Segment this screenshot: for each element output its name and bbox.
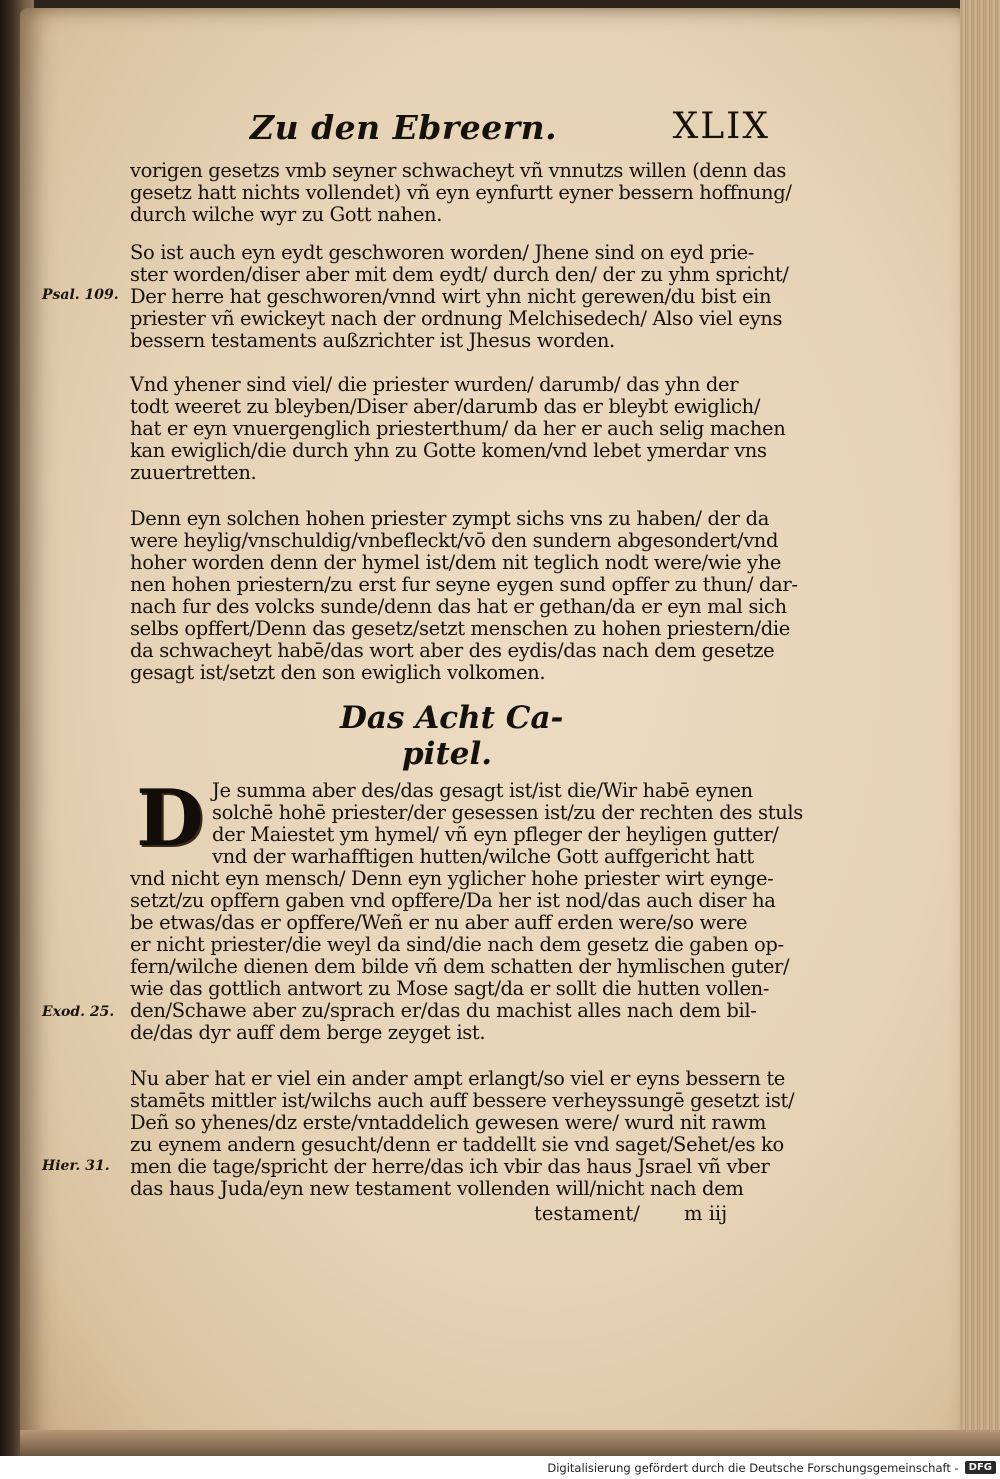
paragraph-1 <box>130 159 792 226</box>
text-line: Vnd yhener sind viel/ die priester wurden/ darumb/ das yhn der <box>130 373 739 396</box>
page-header <box>250 108 770 158</box>
marginal-note-exod: Exod. 25. <box>42 1004 115 1020</box>
text-line: das haus Juda/eyn new testament vollenden will/nicht nach dem <box>130 1177 744 1200</box>
text-line: er nicht priester/die weyl da sind/die nach dem gesetz die gaben op- <box>130 933 784 956</box>
text-line: zuuertretten. <box>130 461 257 484</box>
text-line: gesetz hatt nichts vollendet) vñ eyn eynfurtt eyner bessern hoffnung/ <box>130 181 792 204</box>
text-line: todt weeret zu bleyben/Diser aber/darumb das er bleybt ewiglich/ <box>130 395 761 418</box>
signature-mark: m iij <box>684 1202 728 1225</box>
chapter-title-line-2: pitel. <box>402 736 493 772</box>
catchword: testament/ <box>534 1202 640 1225</box>
text-line: bessern testaments außzrichter ist Jhesus worden. <box>130 329 615 352</box>
folio-number: XLIX <box>672 106 770 147</box>
text-line: Je summa aber des/das gesagt ist/ist die/Wir habē eynen <box>212 779 753 802</box>
text-line: da schwacheyt habē/das wort aber des eydis/das nach dem gesetze <box>130 639 775 662</box>
text-line: were heylig/vnschuldig/vnbefleckt/vō den sundern abgesondert/vnd <box>130 529 779 552</box>
text-line: den/Schawe aber zu/sprach er/das du machist alles nach dem bil- <box>130 999 757 1022</box>
final-paragraph <box>130 1067 795 1200</box>
text-line: hoher worden denn der hymel ist/dem nit teglich nodt were/wie yhe <box>130 551 782 574</box>
marginal-note-hier: Hier. 31. <box>42 1158 110 1174</box>
text-line: kan ewiglich/die durch yhn zu Gotte komen/vnd lebet ymerdar vns <box>130 439 767 462</box>
text-line: zu eynem andern gesucht/denn er taddellt sie vnd saget/Sehet/es ko <box>130 1133 784 1156</box>
chapter-body <box>130 867 790 1044</box>
text-line: solchē hohē priester/der gesessen ist/zu der rechten des stuls <box>212 801 803 824</box>
text-line: fern/wilche dienen dem bilde vñ dem schatten der hymlischen guter/ <box>130 955 790 978</box>
text-line: durch wilche wyr zu Gott nahen. <box>130 203 443 226</box>
paragraph-4 <box>130 507 798 684</box>
footer-credit: Digitalisierung gefördert durch die Deutsche Forschungsgemeinschaft - <box>547 1460 959 1475</box>
chapter-opening-indented <box>212 779 803 868</box>
text-line: priester vñ ewickeyt nach der ordnung Melchisedech/ Also viel eyns <box>130 307 783 330</box>
marginal-note-psal: Psal. 109. <box>42 287 119 303</box>
digitization-footer <box>0 1456 1000 1479</box>
text-line: gesagt ist/setzt den son ewiglich volkomen. <box>130 661 546 684</box>
text-line: Nu aber hat er viel ein ander ampt erlangt/so viel er eyns bessern te <box>130 1067 785 1090</box>
text-line: men die tage/spricht der herre/das ich vbir das haus Jsrael vñ vber <box>130 1155 770 1178</box>
text-line: wie das gottlich antwort zu Mose sagt/da er sollt die hutten vollen- <box>130 977 770 1000</box>
text-line: vnd der warhafftigen hutten/wilche Gott auffgericht hatt <box>212 845 754 868</box>
text-line: hat er eyn vnuergenglich priesterthum/ da her er auch selig machen <box>130 417 786 440</box>
text-line: stamēts mittler ist/wilchs auch auff bessere verheyssungē gesetzt ist/ <box>130 1089 795 1112</box>
dfg-logo: DFG <box>965 1461 996 1474</box>
text-line: vorigen gesetzs vmb seyner schwacheyt vñ vnnutzs willen (denn das <box>130 159 787 182</box>
text-line: vnd nicht eyn mensch/ Denn eyn yglicher hohe priester wirt eynge- <box>130 867 774 890</box>
page-edges <box>960 0 1000 1456</box>
text-line: der Maiestet ym hymel/ vñ eyn pfleger der heyligen gutter/ <box>212 823 779 846</box>
text-line: de/das dyr auff dem berge zeyget ist. <box>130 1021 486 1044</box>
text-line: ster worden/diser aber mit dem eydt/ durch den/ der zu yhm spricht/ <box>130 263 789 286</box>
text-line: nach fur des volcks sunde/denn das hat er gethan/da er eyn mal sich <box>130 595 787 618</box>
text-line: setzt/zu opffern gaben vnd opffere/Da her ist nod/das auch diser ha <box>130 889 776 912</box>
text-line: nen hohen priestern/zu erst fur seyne eygen sund opffer zu thun/ dar- <box>130 573 798 596</box>
chapter-title <box>340 700 600 772</box>
text-line: So ist auch eyn eydt geschworen worden/ Jhene sind on eyd prie- <box>130 241 755 264</box>
chapter-title-line-1: Das Acht Ca- <box>340 700 564 736</box>
initial-letter: D <box>136 773 204 864</box>
text-line: Deñ so yhenes/dz erste/vntaddelich gewesen were/ wurd nit rawm <box>130 1111 767 1134</box>
text-line: Der herre hat geschworen/vnnd wirt yhn nicht gerewen/du bist ein <box>130 285 772 308</box>
text-line: selbs opffert/Denn das gesetz/setzt menschen zu hohen priestern/die <box>130 617 790 640</box>
text-line: Denn eyn solchen hohen priester zympt sichs vns zu haben/ der da <box>130 507 770 530</box>
page-bottom-edge <box>20 1430 1000 1456</box>
decorated-initial <box>130 773 210 864</box>
running-head: Zu den Ebreern. <box>250 108 558 147</box>
paragraph-3 <box>130 373 786 484</box>
paragraph-2 <box>130 241 789 352</box>
text-line: be etwas/das er opffere/Weñ er nu aber auff erden were/so were <box>130 911 748 934</box>
